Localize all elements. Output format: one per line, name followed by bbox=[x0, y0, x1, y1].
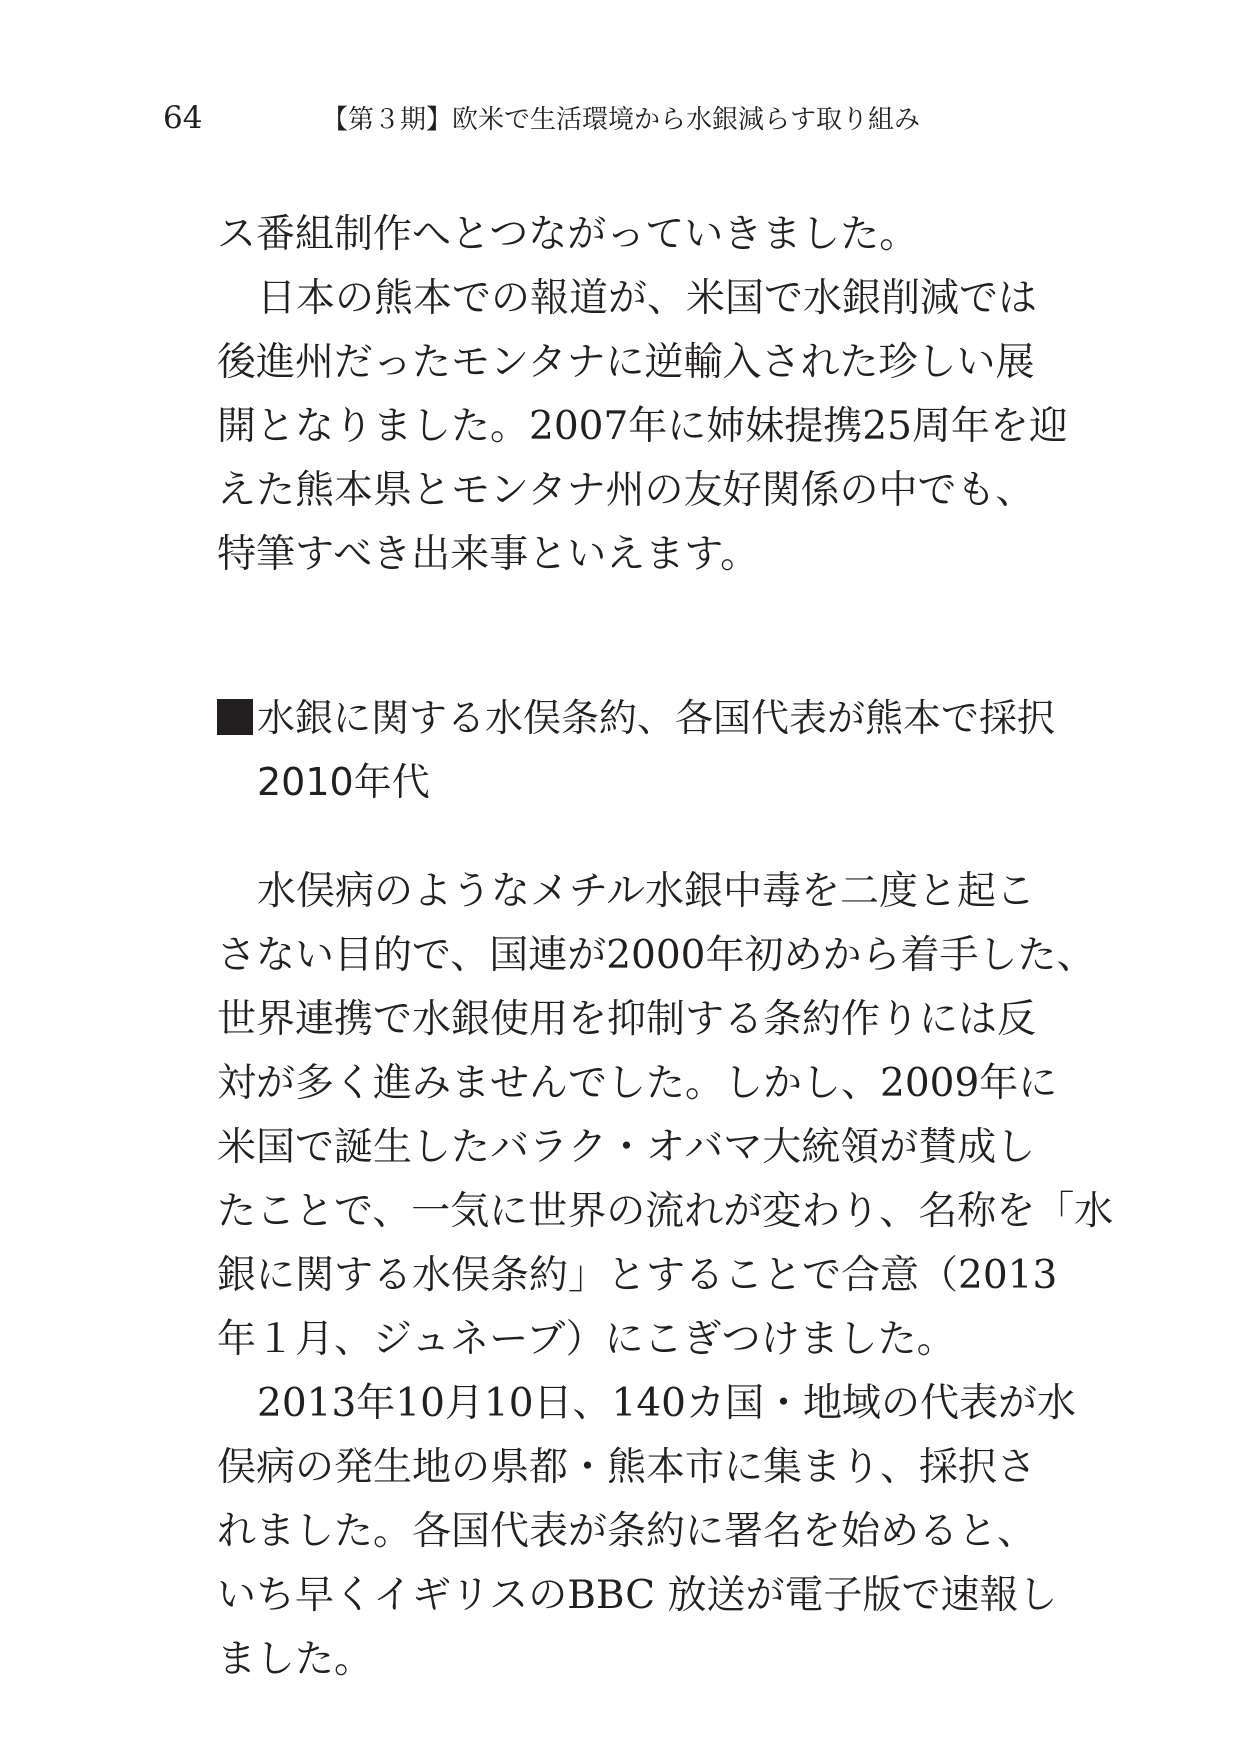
page-number: 64 bbox=[163, 100, 203, 136]
heading-square-marker bbox=[217, 699, 253, 735]
section-heading bbox=[217, 686, 1057, 814]
text-line: さない目的で、国連が2000年初めから着手した、 bbox=[217, 933, 1096, 978]
text-line: 開となりました。2007年に姉妹提携25周年を迎 bbox=[217, 404, 1068, 449]
text-line: 特筆すべき出来事といえます。 bbox=[217, 532, 760, 577]
text-line: 2013年10月10日、140カ国・地域の代表が水 bbox=[257, 1381, 1076, 1426]
text-line: 日本の熊本での報道が、米国で水銀削減では bbox=[257, 276, 1038, 321]
paragraph-block-2 bbox=[217, 860, 1114, 1692]
running-header: 【第３期】欧米で生活環境から水銀減らす取り組み bbox=[322, 105, 921, 135]
text-line: たことで、一気に世界の流れが変わり、名称を「水 bbox=[217, 1189, 1114, 1234]
paragraph-block-1 bbox=[217, 203, 1068, 587]
text-line: 水俣病のようなメチル水銀中毒を二度と起こ bbox=[257, 869, 1036, 914]
text-line: ました。 bbox=[217, 1637, 374, 1682]
text-line: 世界連携で水銀使用を抑制する条約作りには反 bbox=[217, 997, 1037, 1042]
heading-line-2: 2010年代 bbox=[257, 760, 430, 804]
heading-line-1 bbox=[217, 686, 1057, 750]
text-line: ス番組制作へとつながっていきました。 bbox=[217, 212, 919, 257]
text-line: 対が多く進みませんでした。しかし、2009年に bbox=[217, 1061, 1058, 1106]
text-line: いち早くイギリスのBBC 放送が電子版で速報し bbox=[217, 1573, 1058, 1618]
heading-text: 水銀に関する水俣条約、各国代表が熊本で採択 bbox=[257, 696, 1056, 740]
text-line: 俣病の発生地の県都・熊本市に集まり、採択さ bbox=[217, 1445, 1037, 1490]
text-line: 銀に関する水俣条約」とすることで合意（2013 bbox=[217, 1253, 1058, 1298]
text-line: えた熊本県とモンタナ州の友好関係の中でも、 bbox=[217, 468, 1035, 513]
text-line: 後進州だったモンタナに逆輸入された珍しい展 bbox=[217, 340, 1035, 385]
text-line: れました。各国代表が条約に署名を始めると、 bbox=[217, 1509, 1037, 1554]
text-line: 年１月、ジュネーブ）にこぎつけました。 bbox=[217, 1317, 956, 1362]
text-line: 米国で誕生したバラク・オバマ大統領が賛成し bbox=[217, 1125, 1036, 1170]
